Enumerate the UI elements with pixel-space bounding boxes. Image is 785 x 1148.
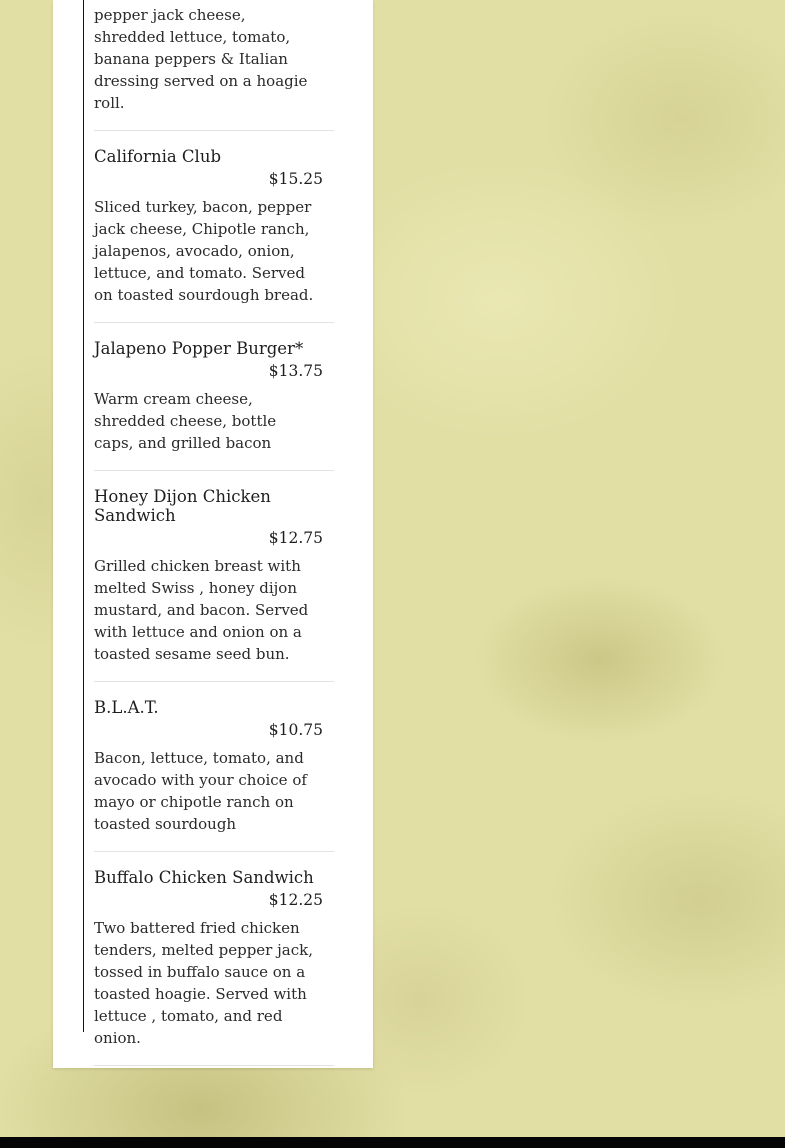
menu-item-price: $13.75 — [268, 362, 323, 380]
menu-item-buffalo-chicken — [94, 852, 334, 1066]
menu-item-honey-dijon-chicken — [94, 471, 334, 682]
menu-item-name: California Club — [94, 147, 222, 166]
menu-item-california-club — [94, 131, 334, 323]
menu-item-name: Jalapeno Popper Burger* — [94, 339, 304, 358]
menu-item-description: Grilled chicken breast with melted Swiss , honey dijon mustard, and bacon. Served with lettuce and onion on a toasted sesame seed bun. — [94, 557, 309, 663]
menu-item-name: Honey Dijon Chicken Sandwich — [94, 487, 271, 525]
menu-item-price: $12.75 — [268, 529, 323, 547]
menu-item-description: Two battered fried chicken tenders, melted pepper jack, tossed in buffalo sauce on a toasted hoagie. Served with lettuce , tomato, and red onion. — [94, 919, 313, 1047]
menu-item-jalapeno-popper-burger — [94, 323, 334, 471]
menu-item-name: B.L.A.T. — [94, 698, 159, 717]
menu-item-name: Buffalo Chicken Sandwich — [94, 868, 314, 887]
menu-left-rule — [83, 0, 84, 1032]
bottom-bar — [0, 1137, 785, 1148]
menu-item-list — [94, 2, 334, 1066]
menu-item-price: $12.25 — [268, 891, 323, 909]
menu-item-price: $10.75 — [268, 721, 323, 739]
menu-item-description: Sliced turkey, bacon, pepper jack cheese, Chipotle ranch, jalapenos, avocado, onion, lettuce, and tomato. Served on toasted sourdough bread. — [94, 198, 314, 304]
menu-item-blat — [94, 682, 334, 852]
menu-item-italian-sub — [94, 2, 334, 131]
menu-item-description: pepper jack cheese, shredded lettuce, tomato, banana peppers & Italian dressing served on a hoagie roll. — [94, 6, 308, 112]
menu-item-price: $15.25 — [268, 170, 323, 188]
menu-item-description: Warm cream cheese, shredded cheese, bottle caps, and grilled bacon — [94, 390, 277, 452]
menu-item-description: Bacon, lettuce, tomato, and avocado with your choice of mayo or chipotle ranch on toasted sourdough — [94, 749, 307, 833]
menu-panel — [53, 0, 373, 1068]
